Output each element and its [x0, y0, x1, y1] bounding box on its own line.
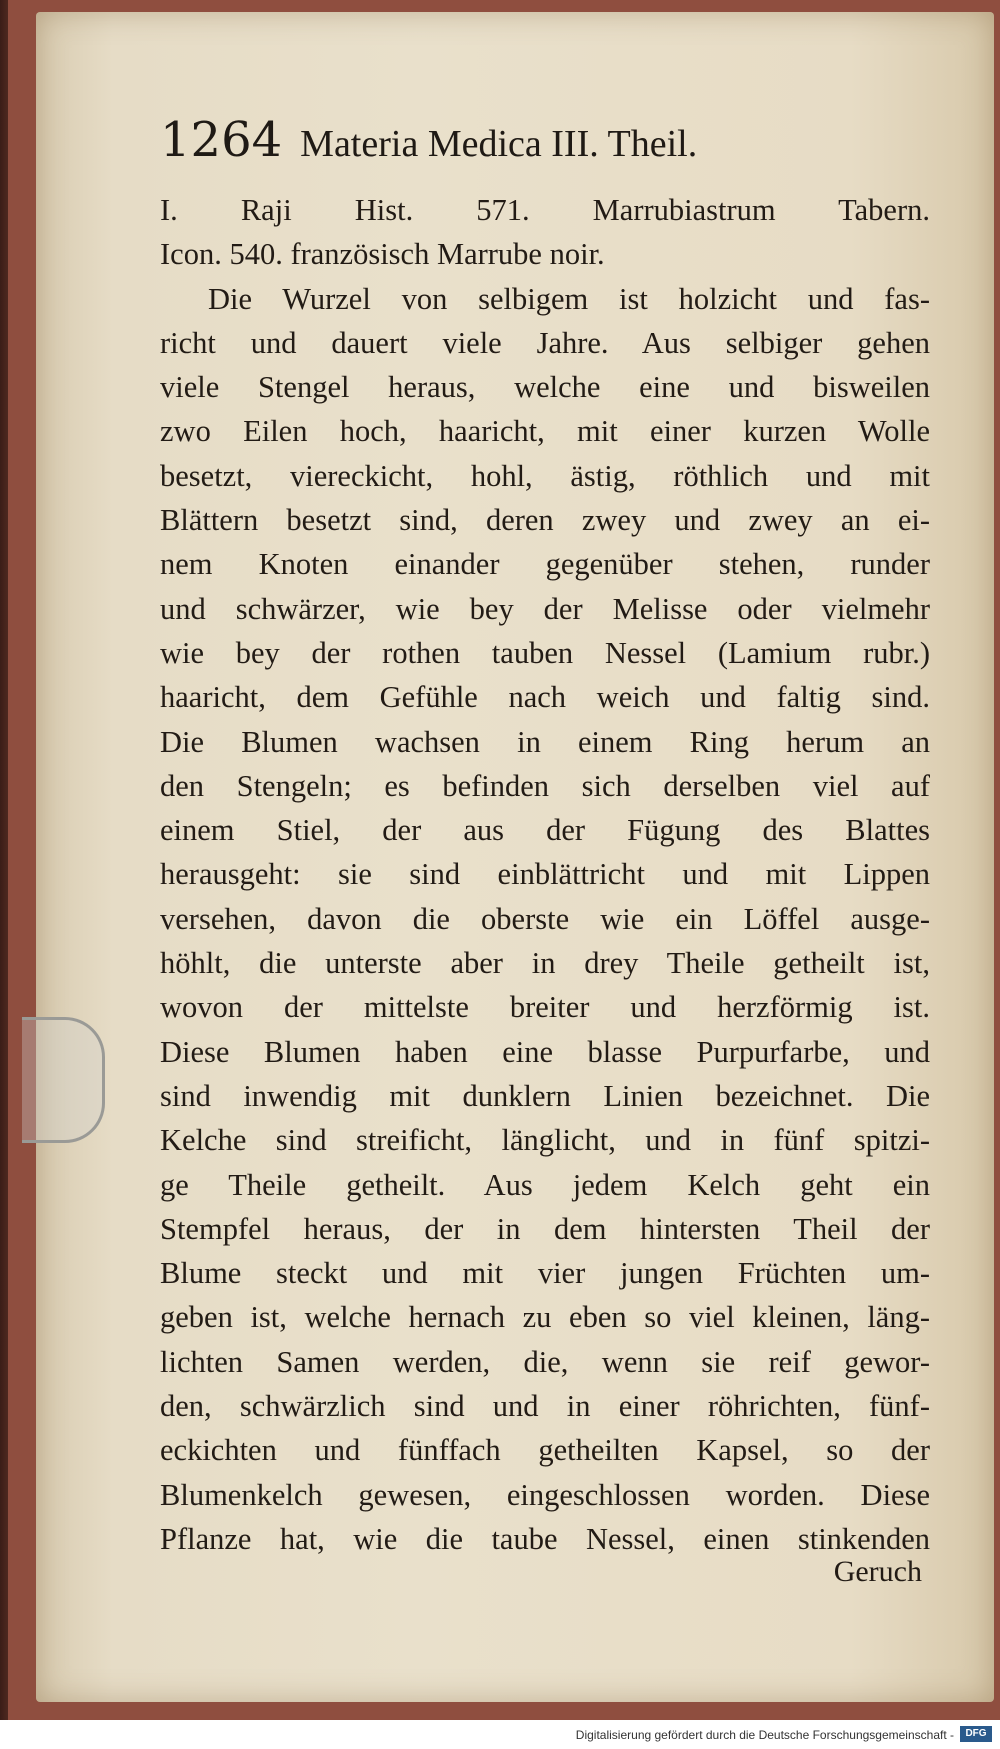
text-line: und schwärzer, wie bey der Melisse oder vielmehr — [160, 591, 930, 626]
text-line: eckichten und fünffach getheilten Kapsel, so der — [160, 1433, 930, 1468]
text-line: Blumenkelch gewesen, eingeschlossen worden. Diese — [160, 1477, 930, 1512]
text-line: sind inwendig mit dunklern Linien bezeichnet. Die — [160, 1078, 930, 1113]
text-line: versehen, davon die oberste wie ein Löffel ausge- — [160, 901, 930, 936]
text-line: besetzt, viereckicht, hohl, ästig, röthlich und mit — [160, 458, 930, 493]
text-line: den Stengeln; es befinden sich derselben viel auf — [160, 768, 930, 803]
text-line: herausgeht: sie sind einblättricht und mit Lippen — [160, 857, 930, 892]
body-text — [160, 188, 930, 1561]
text-line: Stempfel heraus, der in dem hintersten Theil der — [160, 1211, 930, 1246]
digitization-footer — [0, 1720, 1000, 1749]
text-line: den, schwärzlich sind und in einer röhrichten, fünf- — [160, 1389, 930, 1424]
text-line: Blume steckt und mit vier jungen Früchten um- — [160, 1256, 930, 1291]
footer-credit: Digitalisierung gefördert durch die Deutsche Forschungsgemeinschaft - — [575, 1728, 954, 1742]
text-line: Pflanze hat, wie die taube Nessel, einen stinkenden — [160, 1521, 930, 1556]
text-line: Die Blumen wachsen in einem Ring herum an — [160, 724, 930, 759]
page-clip — [22, 1017, 105, 1143]
text-line: Kelche sind streificht, länglicht, und in fünf spitzi- — [160, 1123, 930, 1158]
text-line: Diese Blumen haben eine blasse Purpurfarbe, und — [160, 1034, 930, 1069]
text-line: Blättern besetzt sind, deren zwey und zwey an ei- — [160, 503, 930, 538]
text-line: wovon der mittelste breiter und herzförmig ist. — [160, 990, 930, 1025]
text-line: höhlt, die unterste aber in drey Theile getheilt ist, — [160, 946, 930, 981]
text-line: wie bey der rothen tauben Nessel (Lamium rubr.) — [160, 635, 930, 670]
dfg-logo: DFG — [960, 1726, 992, 1742]
text-line: zwo Eilen hoch, haaricht, mit einer kurzen Wolle — [160, 414, 930, 449]
text-line: richt und dauert viele Jahre. Aus selbiger gehen — [160, 325, 930, 360]
text-line: Die Wurzel von selbigem ist holzicht und fas- — [208, 281, 930, 316]
text-line: geben ist, welche hernach zu eben so viel kleinen, läng- — [160, 1300, 930, 1335]
text-line: einem Stiel, der aus der Fügung des Blattes — [160, 813, 930, 848]
catchword: Geruch — [833, 1555, 922, 1588]
page-number: 1264 — [160, 112, 283, 168]
running-title: Materia Medica III. Theil. — [300, 123, 698, 165]
text-line: ge Theile getheilt. Aus jedem Kelch geht ein — [160, 1167, 930, 1202]
text-line: haaricht, dem Gefühle nach weich und faltig sind. — [160, 680, 930, 715]
page-header — [160, 112, 697, 168]
text-line: nem Knoten einander gegenüber stehen, runder — [160, 547, 930, 582]
text-line: Icon. 540. französisch Marrube noir. — [160, 237, 605, 272]
text-line: I. Raji Hist. 571. Marrubiastrum Tabern. — [160, 193, 930, 227]
text-line: lichten Samen werden, die, wenn sie reif gewor- — [160, 1344, 930, 1379]
text-line: viele Stengel heraus, welche eine und bisweilen — [160, 370, 930, 405]
